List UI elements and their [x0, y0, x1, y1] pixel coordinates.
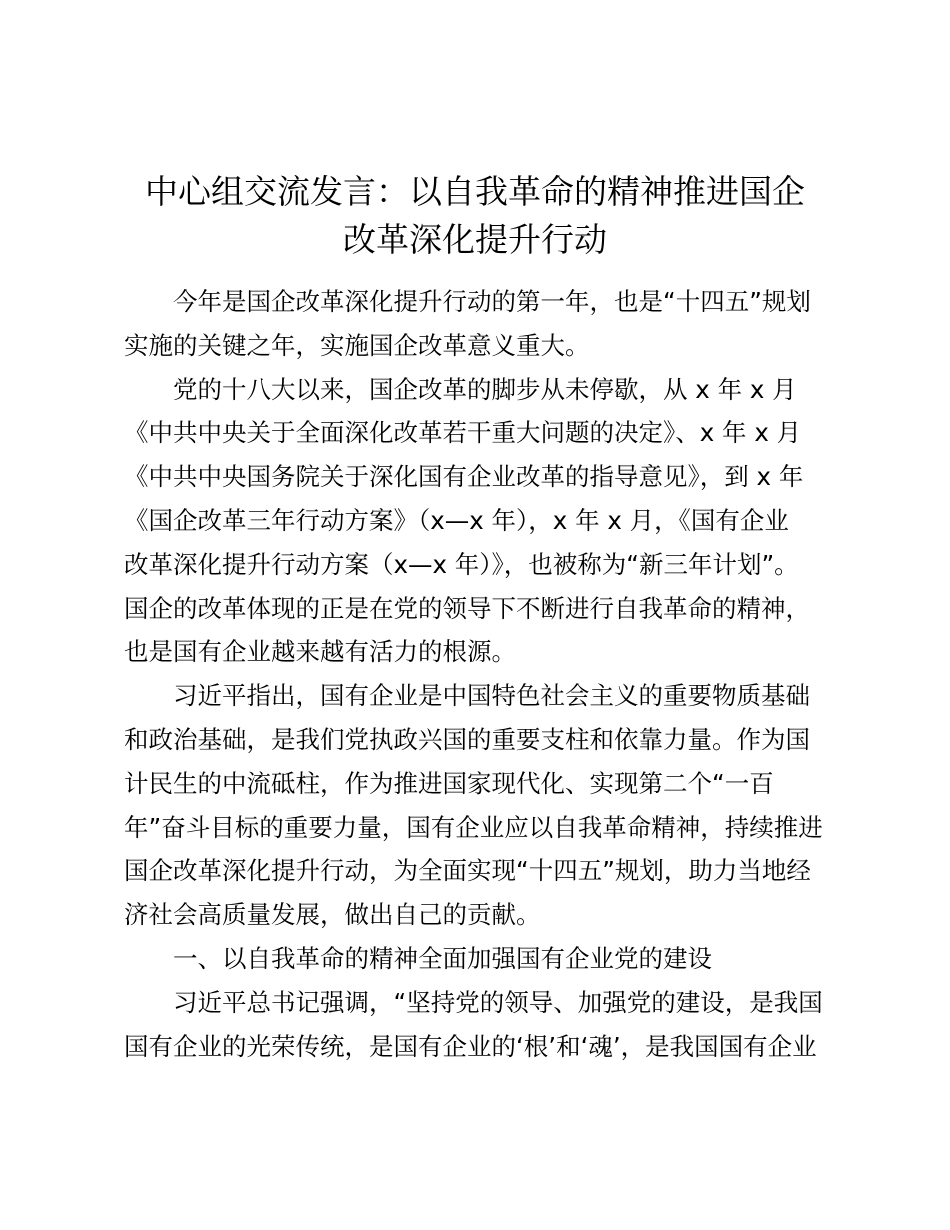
paragraph-line: 习近平总书记强调，“坚持党的领导、加强党的建设，是我国 — [173, 987, 823, 1017]
title-line: 改革深化提升行动 — [343, 220, 607, 259]
document-body — [124, 280, 834, 1068]
paragraph-line: 《国企改革三年行动方案》（x—x 年），x 年 x 月，《国有企业 — [124, 505, 789, 535]
document-title — [120, 168, 830, 264]
paragraph-line: 今年是国企改革深化提升行动的第一年，也是“十四五”规划 — [173, 287, 811, 316]
paragraph-line: 计民生的中流砥柱，作为推进国家现代化、实现第二个“一百 — [124, 768, 774, 798]
paragraph-line: 党的十八大以来，国企改革的脚步从未停歇，从 x 年 x 月 — [173, 374, 797, 404]
paragraph-line: 国有企业的光荣传统，是国有企业的‘根’和‘魂’，是我国国有企业 — [124, 1031, 817, 1061]
paragraph-line: 年”奋斗目标的重要力量，国有企业应以自我革命精神，持续推进 — [124, 812, 823, 842]
section-heading: 一、以自我革命的精神全面加强国有企业党的建设 — [173, 943, 712, 973]
paragraph-line: 改革深化提升行动方案（x—x 年）》，也被称为“新三年计划”。 — [124, 549, 799, 579]
paragraph-line: 《中共中央关于全面深化改革若干重大问题的决定》、x 年 x 月 — [124, 418, 802, 448]
paragraph-line: 国企的改革体现的正是在党的领导下不断进行自我革命的精神， — [124, 593, 810, 623]
paragraph-line: 实施的关键之年，实施国企改革意义重大。 — [124, 330, 590, 360]
title-line: 中心组交流发言：以自我革命的精神推进国企 — [145, 172, 805, 211]
paragraph-line: 也是国有企业越来越有活力的根源。 — [124, 637, 516, 667]
paragraph-line: 《中共中央国务院关于深化国有企业改革的指导意见》，到 x 年 — [124, 462, 804, 492]
paragraph-line: 习近平指出，国有企业是中国特色社会主义的重要物质基础 — [173, 681, 810, 711]
paragraph-line: 国企改革深化提升行动，为全面实现“十四五”规划，助力当地经 — [124, 856, 811, 886]
paragraph-line: 济社会高质量发展，做出自己的贡献。 — [124, 900, 541, 930]
paragraph-line: 和政治基础，是我们党执政兴国的重要支柱和依靠力量。作为国 — [124, 724, 810, 754]
